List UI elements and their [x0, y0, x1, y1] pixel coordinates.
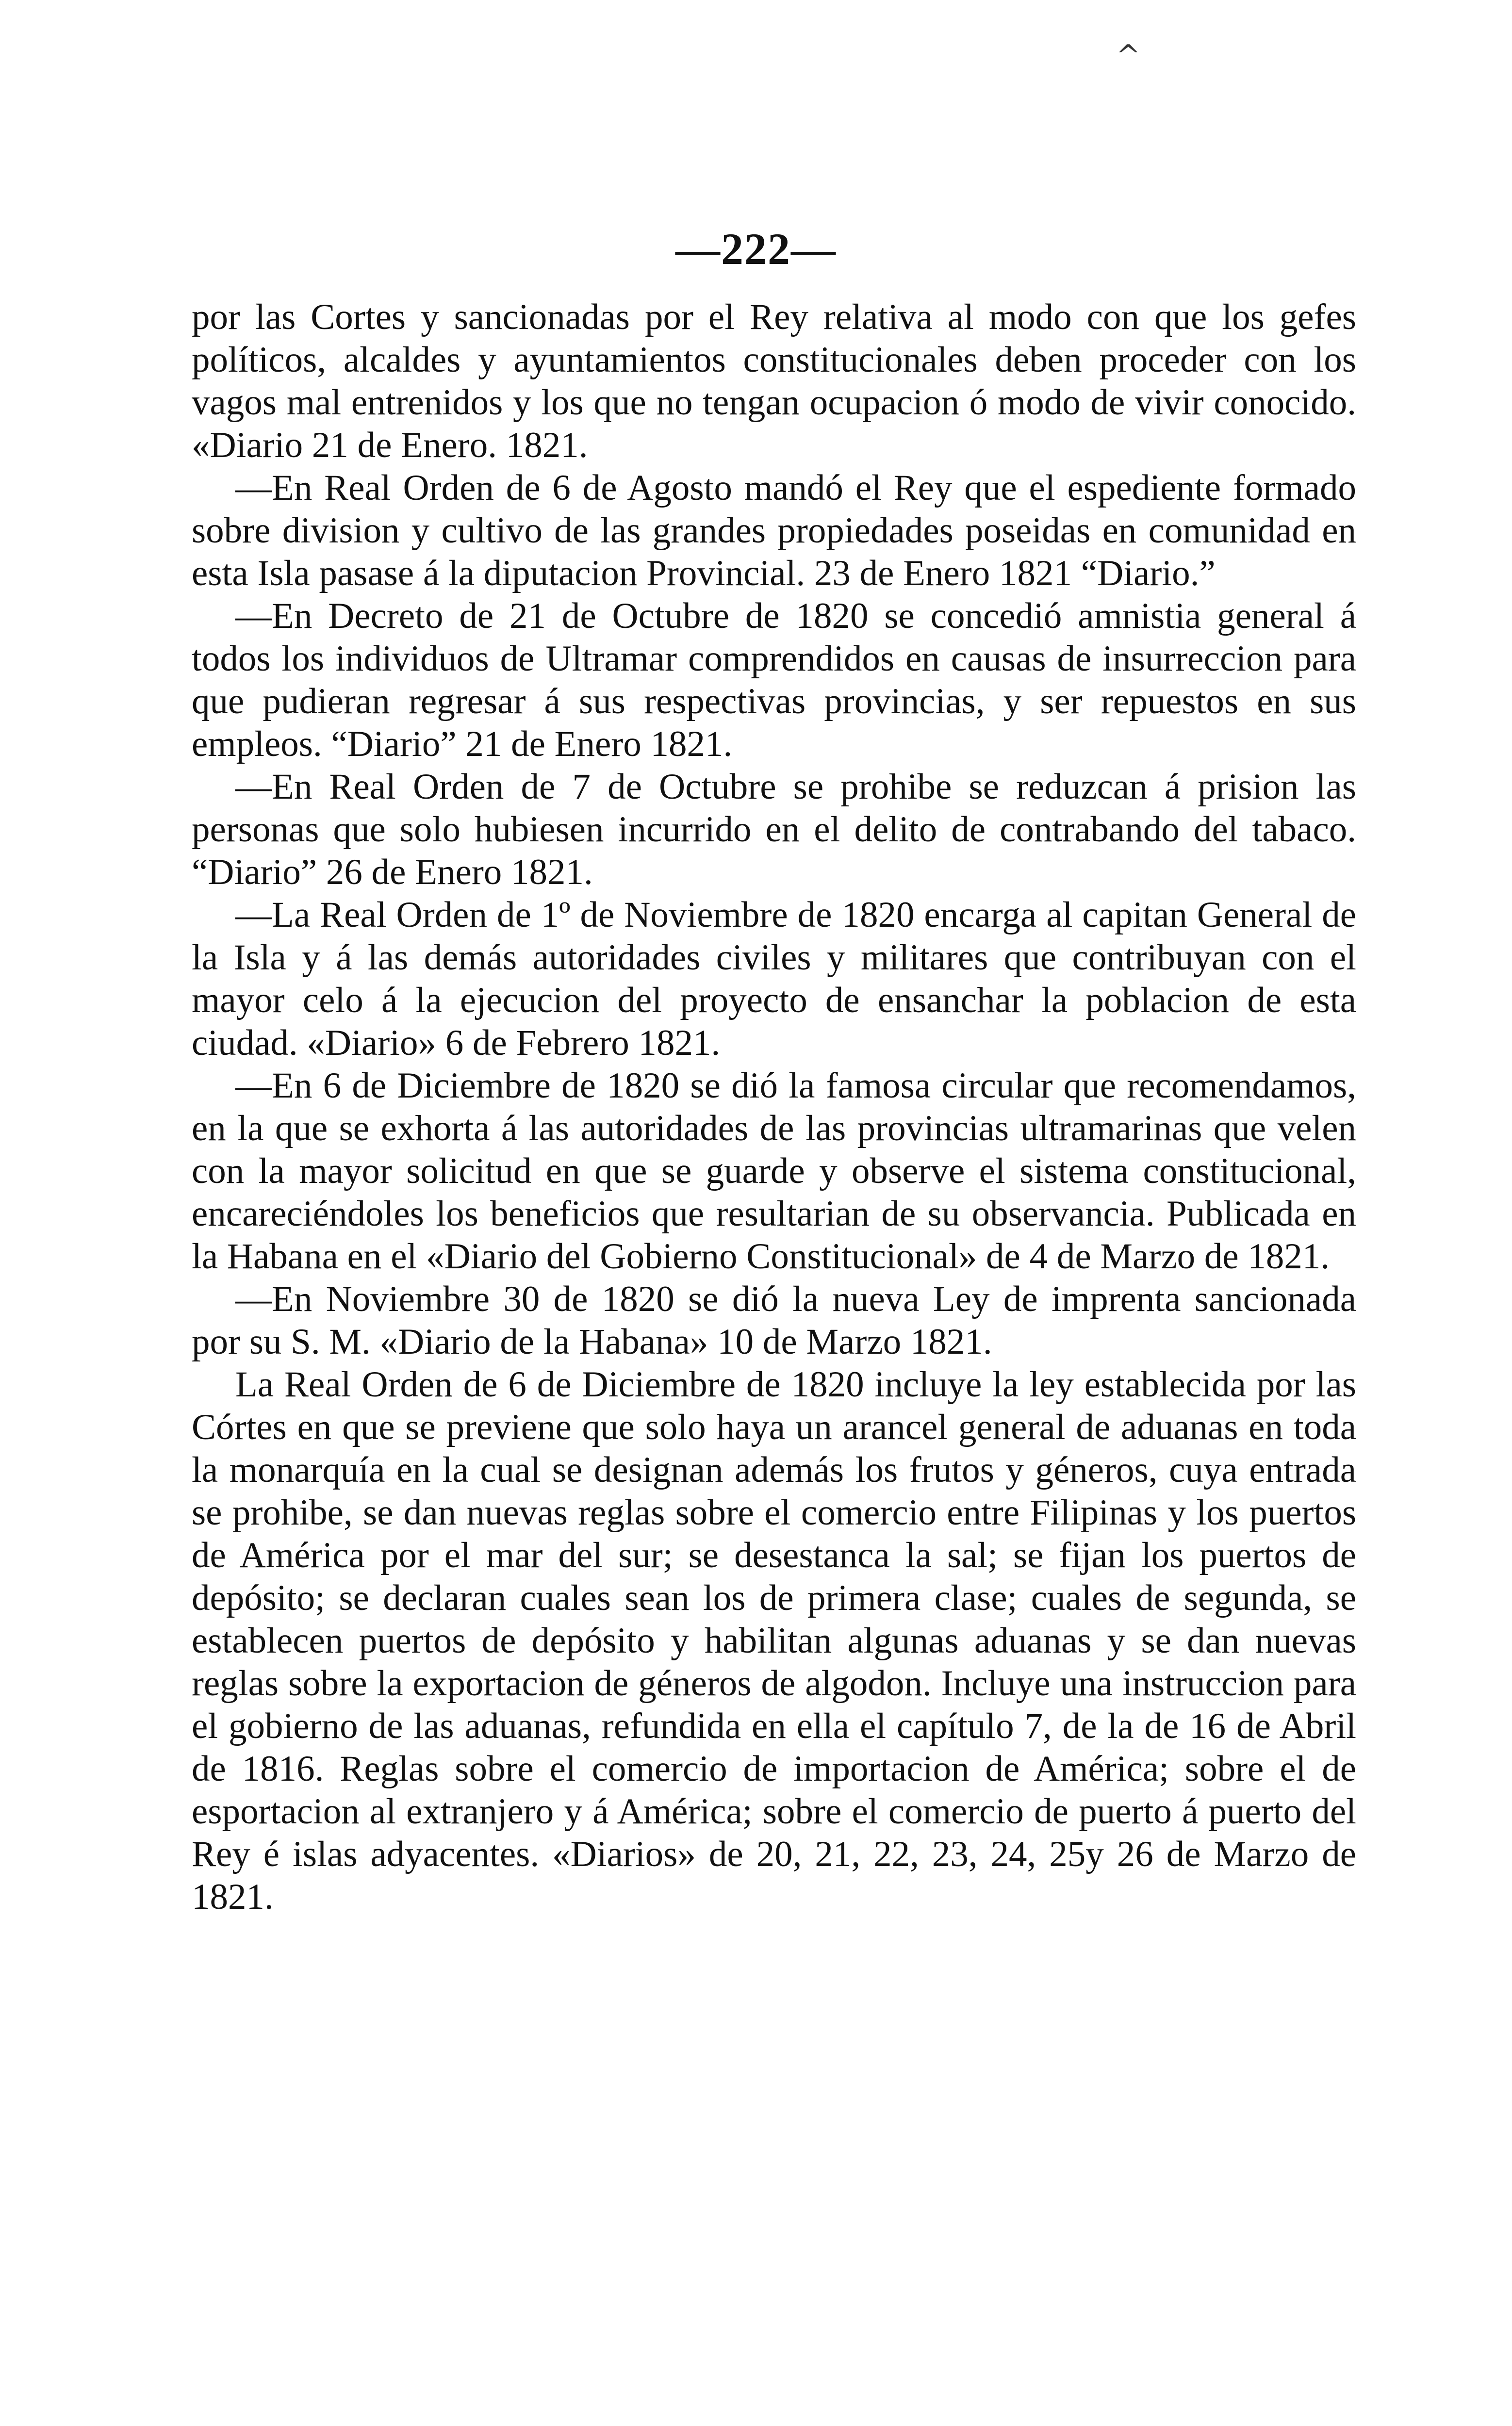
paragraph-ley-imprenta: —En Noviembre 30 de 1820 se dió la nueva Ley de imprenta sancionada por su S. M. «Diario de la Habana» 10 de Marzo 1821.: [192, 1279, 1356, 1362]
body-text: [192, 296, 1356, 1918]
paragraph-circular-diciembre: —En 6 de Diciembre de 1820 se dió la famosa circular que recomendamos, en la que se exhorta á las autoridades de las provincias ultramarinas que velen con la mayor solicitud en que se guarde y observe el sistema constitucional, encareciéndoles los beneficios que resultarian de su observancia. Publicada en la Habana en el «Diario del Gobierno Constitucional» de 4 de Marzo de 1821.: [192, 1065, 1356, 1277]
paragraph-agosto-orden: —En Real Orden de 6 de Agosto mandó el Rey que el espediente formado sobre division y cultivo de las grandes propiedades poseidas en comunidad en esta Isla pasase á la diputacion Provincial. 23 de Enero 1821 “Diario.”: [192, 468, 1356, 593]
paragraph-contrabando: —En Real Orden de 7 de Octubre se prohibe se reduzcan á prision las personas que solo hubiesen incurrido en el delito de contrabando del tabaco. “Diario” 26 de Enero 1821.: [192, 767, 1356, 892]
paragraph-arancel-aduanas: La Real Orden de 6 de Diciembre de 1820 incluye la ley establecida por las Córtes en que se previene que solo haya un arancel general de aduanas en toda la monarquía en la cual se designan además los frutos y géneros, cuya entrada se prohibe, se dan nuevas reglas sobre el comercio entre Filipinas y los puertos de América por el mar del sur; se desestanca la sal; se fijan los puertos de depósito; se declaran cuales sean los de primera clase; cuales de segunda, se establecen puertos de depósito y habilitan algunas aduanas y se dan nuevas reglas sobre la exportacion de géneros de algodon. Incluye una instruccion para el gobierno de las aduanas, refundida en ella el capítulo 7, de la de 16 de Abril de 1816. Reglas sobre el comercio de importacion de América; sobre el de esportacion al extranjero y á América; sobre el comercio de puerto á puerto del Rey é islas adyacentes. «Diarios» de 20, 21, 22, 23, 24, 25y 26 de Marzo de 1821.: [192, 1364, 1356, 1917]
corner-mark: ^: [1116, 39, 1141, 73]
paragraph-ensanchar-poblacion: —La Real Orden de 1º de Noviembre de 1820 encarga al capitan General de la Isla y á las demás autoridades civiles y militares que contribuyan con el mayor celo á la ejecucion del proyecto de ensanchar la poblacion de esta ciudad. «Diario» 6 de Febrero 1821.: [192, 895, 1356, 1063]
paragraph-decreto-amnistia: —En Decreto de 21 de Octubre de 1820 se concedió amnistia general á todos los individuos de Ultramar comprendidos en causas de insurreccion para que pudieran regresar á sus respectivas provincias, y ser repuestos en sus empleos. “Diario” 21 de Enero 1821.: [192, 596, 1356, 764]
paragraph-continuation: por las Cortes y sancionadas por el Rey relativa al modo con que los gefes políticos, alcaldes y ayuntamientos constitucionales deben proceder con los vagos mal entrenidos y los que no tengan ocupacion ó modo de vivir conocido. «Diario 21 de Enero. 1821.: [192, 297, 1356, 465]
page-number: —222—: [675, 224, 837, 274]
